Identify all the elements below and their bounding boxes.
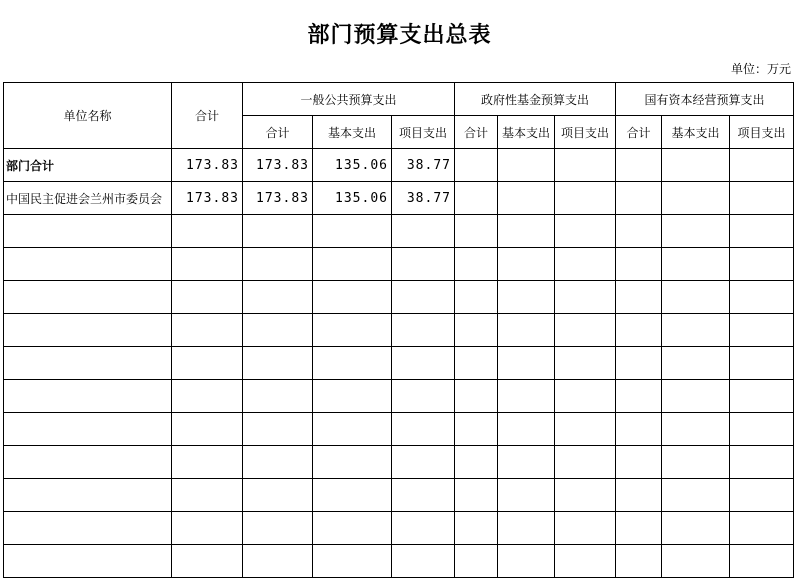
- empty-cell: [662, 512, 730, 545]
- empty-cell: [730, 248, 794, 281]
- empty-cell: [498, 446, 555, 479]
- empty-cell: [313, 512, 392, 545]
- empty-cell: [392, 512, 455, 545]
- empty-row: [4, 446, 794, 479]
- subheader-total: 合计: [616, 116, 662, 149]
- empty-cell: [616, 182, 662, 215]
- empty-cell: [455, 149, 498, 182]
- empty-cell: [172, 479, 243, 512]
- subheader-total: 合计: [243, 116, 313, 149]
- empty-cell: [555, 248, 616, 281]
- empty-row: [4, 479, 794, 512]
- empty-cell: [498, 248, 555, 281]
- empty-cell: [4, 413, 172, 446]
- empty-cell: [392, 248, 455, 281]
- empty-cell: [616, 314, 662, 347]
- subheader-project: 项目支出: [730, 116, 794, 149]
- empty-cell: [616, 281, 662, 314]
- empty-cell: [730, 182, 794, 215]
- empty-cell: [313, 314, 392, 347]
- cell-unit-name: 部门合计: [4, 149, 172, 182]
- empty-cell: [313, 545, 392, 578]
- empty-cell: [616, 380, 662, 413]
- empty-cell: [662, 413, 730, 446]
- empty-cell: [498, 347, 555, 380]
- empty-cell: [555, 446, 616, 479]
- empty-cell: [730, 314, 794, 347]
- cell-total: 173.83: [172, 182, 243, 215]
- empty-cell: [313, 215, 392, 248]
- empty-cell: [313, 380, 392, 413]
- empty-cell: [555, 413, 616, 446]
- empty-cell: [243, 248, 313, 281]
- empty-cell: [313, 413, 392, 446]
- empty-cell: [555, 545, 616, 578]
- unit-label: 单位：万元: [730, 62, 791, 76]
- empty-cell: [730, 479, 794, 512]
- empty-row: [4, 380, 794, 413]
- empty-row: [4, 281, 794, 314]
- empty-cell: [555, 380, 616, 413]
- empty-cell: [616, 215, 662, 248]
- empty-cell: [455, 248, 498, 281]
- empty-cell: [392, 347, 455, 380]
- empty-cell: [243, 281, 313, 314]
- empty-cell: [616, 248, 662, 281]
- empty-cell: [616, 347, 662, 380]
- empty-row: [4, 512, 794, 545]
- empty-cell: [172, 380, 243, 413]
- empty-row: [4, 314, 794, 347]
- empty-cell: [243, 380, 313, 413]
- header-gov-fund: 政府性基金预算支出: [455, 83, 616, 116]
- header-general-budget: 一般公共预算支出: [243, 83, 455, 116]
- subheader-basic: 基本支出: [498, 116, 555, 149]
- empty-cell: [498, 149, 555, 182]
- empty-cell: [555, 215, 616, 248]
- empty-cell: [172, 512, 243, 545]
- empty-cell: [616, 149, 662, 182]
- empty-cell: [313, 281, 392, 314]
- empty-cell: [4, 479, 172, 512]
- cell-general-total: 173.83: [243, 182, 313, 215]
- cell-general-total: 173.83: [243, 149, 313, 182]
- subheader-basic: 基本支出: [662, 116, 730, 149]
- empty-cell: [616, 413, 662, 446]
- empty-cell: [555, 479, 616, 512]
- empty-cell: [392, 314, 455, 347]
- empty-cell: [392, 479, 455, 512]
- empty-cell: [172, 413, 243, 446]
- empty-cell: [4, 545, 172, 578]
- empty-cell: [662, 182, 730, 215]
- cell-general-basic: 135.06: [313, 182, 392, 215]
- empty-cell: [243, 512, 313, 545]
- subheader-project: 项目支出: [392, 116, 455, 149]
- empty-cell: [498, 413, 555, 446]
- empty-cell: [555, 281, 616, 314]
- table-row: [4, 149, 794, 182]
- empty-cell: [730, 215, 794, 248]
- empty-cell: [498, 314, 555, 347]
- empty-cell: [455, 545, 498, 578]
- empty-cell: [455, 347, 498, 380]
- empty-cell: [730, 413, 794, 446]
- empty-cell: [4, 347, 172, 380]
- empty-cell: [616, 479, 662, 512]
- empty-cell: [392, 215, 455, 248]
- empty-cell: [243, 314, 313, 347]
- empty-cell: [243, 446, 313, 479]
- empty-cell: [313, 347, 392, 380]
- empty-cell: [455, 215, 498, 248]
- empty-cell: [498, 281, 555, 314]
- empty-cell: [662, 545, 730, 578]
- empty-cell: [455, 281, 498, 314]
- header-state-capital: 国有资本经营预算支出: [616, 83, 794, 116]
- empty-cell: [172, 446, 243, 479]
- cell-unit-name: 中国民主促进会兰州市委员会: [4, 182, 172, 215]
- empty-cell: [455, 512, 498, 545]
- empty-row: [4, 413, 794, 446]
- subheader-basic: 基本支出: [313, 116, 392, 149]
- empty-cell: [4, 446, 172, 479]
- empty-cell: [555, 314, 616, 347]
- empty-cell: [243, 413, 313, 446]
- empty-cell: [313, 446, 392, 479]
- cell-general-project: 38.77: [392, 182, 455, 215]
- empty-cell: [662, 215, 730, 248]
- empty-cell: [498, 380, 555, 413]
- empty-cell: [172, 314, 243, 347]
- empty-cell: [730, 512, 794, 545]
- empty-row: [4, 347, 794, 380]
- empty-cell: [4, 248, 172, 281]
- empty-cell: [555, 347, 616, 380]
- empty-cell: [172, 347, 243, 380]
- empty-cell: [616, 446, 662, 479]
- empty-cell: [498, 479, 555, 512]
- empty-row: [4, 215, 794, 248]
- empty-cell: [730, 347, 794, 380]
- header-total: 合计: [172, 83, 243, 149]
- empty-cell: [392, 380, 455, 413]
- empty-cell: [392, 413, 455, 446]
- empty-cell: [455, 314, 498, 347]
- empty-cell: [172, 248, 243, 281]
- empty-cell: [243, 479, 313, 512]
- empty-cell: [455, 413, 498, 446]
- empty-cell: [172, 215, 243, 248]
- empty-cell: [4, 314, 172, 347]
- page-title: 部门预算支出总表: [307, 23, 492, 48]
- empty-row: [4, 545, 794, 578]
- empty-cell: [313, 479, 392, 512]
- empty-cell: [662, 248, 730, 281]
- empty-cell: [172, 281, 243, 314]
- empty-cell: [498, 182, 555, 215]
- empty-cell: [730, 149, 794, 182]
- subheader-total: 合计: [455, 116, 498, 149]
- empty-cell: [555, 149, 616, 182]
- empty-cell: [392, 545, 455, 578]
- empty-cell: [662, 347, 730, 380]
- empty-cell: [616, 545, 662, 578]
- cell-general-basic: 135.06: [313, 149, 392, 182]
- empty-cell: [555, 512, 616, 545]
- subheader-project: 项目支出: [555, 116, 616, 149]
- empty-cell: [730, 545, 794, 578]
- empty-cell: [455, 380, 498, 413]
- empty-cell: [730, 446, 794, 479]
- empty-cell: [730, 281, 794, 314]
- empty-cell: [616, 512, 662, 545]
- empty-cell: [555, 182, 616, 215]
- table-row: [4, 182, 794, 215]
- cell-general-project: 38.77: [392, 149, 455, 182]
- empty-cell: [4, 380, 172, 413]
- empty-row: [4, 248, 794, 281]
- empty-cell: [662, 380, 730, 413]
- empty-cell: [455, 446, 498, 479]
- empty-cell: [498, 512, 555, 545]
- empty-cell: [662, 149, 730, 182]
- empty-cell: [172, 545, 243, 578]
- budget-table: [3, 82, 794, 578]
- empty-cell: [498, 215, 555, 248]
- empty-cell: [455, 479, 498, 512]
- empty-cell: [662, 446, 730, 479]
- empty-cell: [498, 545, 555, 578]
- empty-cell: [243, 215, 313, 248]
- empty-cell: [392, 446, 455, 479]
- empty-cell: [4, 512, 172, 545]
- empty-cell: [730, 380, 794, 413]
- empty-cell: [313, 248, 392, 281]
- empty-cell: [392, 281, 455, 314]
- empty-cell: [662, 479, 730, 512]
- empty-cell: [243, 347, 313, 380]
- empty-cell: [4, 215, 172, 248]
- header-unit-name: 单位名称: [4, 83, 172, 149]
- cell-total: 173.83: [172, 149, 243, 182]
- empty-cell: [662, 314, 730, 347]
- empty-cell: [455, 182, 498, 215]
- empty-cell: [662, 281, 730, 314]
- empty-cell: [243, 545, 313, 578]
- empty-cell: [4, 281, 172, 314]
